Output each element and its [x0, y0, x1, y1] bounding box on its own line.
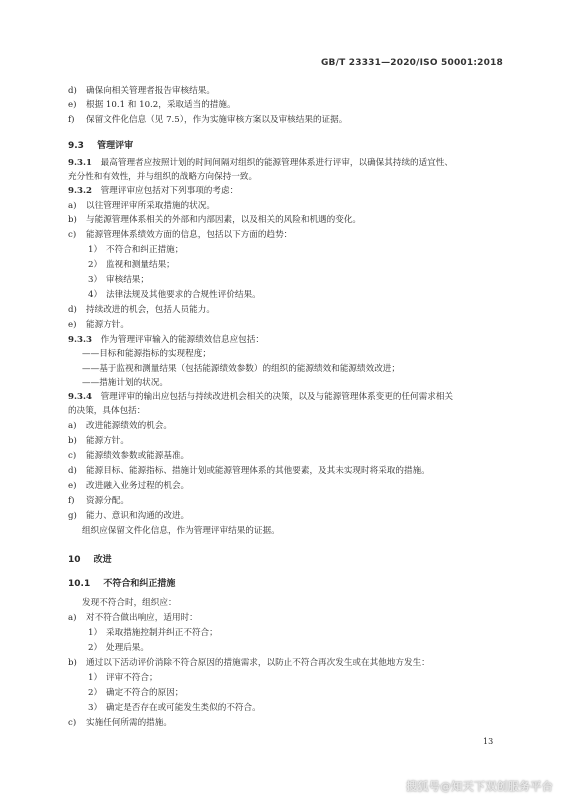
sub-list-item — [88, 643, 149, 654]
item-text: 法律法规及其他要求的合规性评价结果。 — [106, 290, 261, 300]
item-label: c) — [68, 718, 77, 728]
sub-list-item — [88, 688, 184, 699]
item-label: g) — [68, 511, 77, 521]
item-label: d) — [68, 466, 77, 476]
item-text: 资源分配。 — [86, 496, 129, 506]
chapter-heading — [68, 552, 112, 565]
closing-paragraph: 组织应保留文件化信息，作为管理评审结果的证据。 — [82, 526, 280, 536]
item-label: f) — [68, 496, 75, 506]
item-label: 3） — [88, 703, 103, 713]
page-number: 13 — [483, 737, 494, 746]
item-label: b) — [68, 658, 77, 668]
sub-list-item — [88, 275, 149, 286]
list-item — [68, 436, 129, 447]
chapter-number: 10 — [68, 555, 81, 565]
item-text: 以往管理评审所采取措施的状况。 — [86, 201, 215, 211]
paragraph: 发现不符合时，组织应： — [82, 598, 177, 608]
list-item — [68, 320, 129, 331]
list-item — [68, 511, 190, 522]
item-label: a) — [68, 421, 77, 431]
item-label: 1） — [88, 628, 103, 638]
item-text: 能源方针。 — [86, 320, 129, 330]
dash-item: ——目标和能源指标的实现程度； — [82, 349, 211, 359]
item-text: 能源绩效参数或能源基准。 — [86, 451, 190, 461]
item-label: a) — [68, 613, 77, 623]
paragraph-text: 作为管理评审输入的能源绩效信息应包括： — [100, 335, 264, 345]
paragraph-text: 最高管理者应按照计划的时间间隔对组织的能源管理体系进行评审，以确保其持续的适宜性、 — [100, 158, 454, 168]
paragraph — [68, 186, 238, 197]
list-item — [68, 718, 172, 729]
item-text: 对不符合做出响应，适用时： — [86, 613, 198, 623]
paragraph — [68, 335, 264, 346]
list-item — [68, 215, 362, 226]
item-text: 保留文件化信息（见 7.5），作为实施审核方案以及审核结果的证据。 — [86, 115, 348, 125]
item-label: 3） — [88, 275, 103, 285]
item-label: e) — [68, 320, 77, 330]
list-item — [68, 201, 215, 212]
item-label: 2） — [88, 643, 103, 653]
sub-list-item — [88, 673, 158, 684]
paragraph — [68, 392, 453, 403]
clause-number: 9.3.4 — [68, 392, 92, 402]
item-label: b) — [68, 436, 77, 446]
item-label: c) — [68, 230, 77, 240]
paragraph-continuation: 充分性和有效性，并与组织的战略方向保持一致。 — [68, 172, 258, 182]
list-item — [68, 658, 430, 669]
item-label: 1） — [88, 673, 103, 683]
list-item — [68, 100, 236, 111]
item-text: 能源管理体系绩效方面的信息，包括以下方面的趋势： — [86, 230, 293, 240]
item-label: f) — [68, 115, 75, 125]
clause-number: 9.3.1 — [68, 158, 92, 168]
section-title: 不符合和纠正措施 — [103, 579, 176, 589]
list-item — [68, 305, 215, 316]
item-label: d) — [68, 86, 77, 96]
item-label: 4） — [88, 290, 103, 300]
item-label: a) — [68, 201, 77, 211]
paragraph-text: 管理评审的输出应包括与持续改进机会相关的决策，以及与能源管理体系变更的任何需求相关 — [100, 392, 454, 402]
section-number: 10.1 — [68, 579, 91, 589]
item-text: 实施任何所需的措施。 — [86, 718, 172, 728]
item-text: 与能源管理体系相关的外部和内部因素，以及相关的风险和机遇的变化。 — [86, 215, 362, 225]
item-text: 能源目标、能源指标、措施计划或能源管理体系的其他要素，及其未实现时将采取的措施。 — [86, 466, 430, 476]
item-label: 2） — [88, 260, 103, 270]
item-text: 改进融入业务过程的机会。 — [86, 481, 190, 491]
item-label: e) — [68, 481, 77, 491]
chapter-title: 改进 — [93, 555, 112, 565]
item-text: 确定不符合的原因； — [106, 688, 184, 698]
item-label: 2） — [88, 688, 103, 698]
dash-item: ——措施计划的状况。 — [82, 378, 168, 388]
item-text: 确保向相关管理者报告审核结果。 — [86, 86, 215, 96]
item-text: 确定是否存在或可能发生类似的不符合。 — [106, 703, 261, 713]
item-text: 审核结果； — [106, 275, 149, 285]
item-text: 根据 10.1 和 10.2，采取适当的措施。 — [86, 100, 236, 110]
item-text: 评审不符合； — [106, 673, 158, 683]
standard-header: GB/T 23331—2020/ISO 50001:2018 — [320, 58, 503, 68]
section-number: 9.3 — [68, 141, 84, 151]
item-text: 不符合和纠正措施； — [106, 245, 184, 255]
sub-list-item — [88, 628, 218, 639]
section-title: 管理评审 — [97, 141, 134, 151]
item-label: b) — [68, 215, 77, 225]
paragraph — [68, 158, 453, 169]
list-item — [68, 466, 430, 477]
item-text: 通过以下活动评价消除不符合原因的措施需求，以防止不符合再次发生或在其他地方发生： — [86, 658, 430, 668]
dash-item: ——基于监视和测量结果（包括能源绩效参数）的组织的能源绩效和能源绩效改进； — [82, 364, 400, 374]
sub-list-item — [88, 260, 175, 271]
list-item — [68, 421, 172, 432]
item-label: d) — [68, 305, 77, 315]
list-item — [68, 481, 190, 492]
watermark: 搜狐号@知天下双创服务平台 — [406, 780, 553, 793]
item-label: 1） — [88, 245, 103, 255]
item-text: 监视和测量结果； — [106, 260, 175, 270]
clause-number: 9.3.2 — [68, 186, 92, 196]
item-text: 持续改进的机会，包括人员能力。 — [86, 305, 215, 315]
item-text: 能源方针。 — [86, 436, 129, 446]
list-item — [68, 86, 215, 97]
list-item — [68, 230, 293, 241]
sub-list-item — [88, 290, 261, 301]
item-text: 采取措施控制并纠正不符合； — [106, 628, 218, 638]
section-heading — [68, 576, 175, 589]
item-text: 能力、意识和沟通的改进。 — [86, 511, 190, 521]
item-text: 改进能源绩效的机会。 — [86, 421, 172, 431]
paragraph-text: 管理评审应包括对下列事项的考虑： — [100, 186, 239, 196]
list-item — [68, 115, 348, 126]
sub-list-item — [88, 703, 261, 714]
clause-number: 9.3.3 — [68, 335, 92, 345]
list-item — [68, 613, 198, 624]
paragraph-continuation: 的决策，具体包括： — [68, 406, 146, 416]
list-item — [68, 451, 190, 462]
list-item — [68, 496, 129, 507]
item-label: c) — [68, 451, 77, 461]
section-heading — [68, 138, 133, 151]
item-text: 处理后果。 — [106, 643, 149, 653]
sub-list-item — [88, 245, 184, 256]
item-label: e) — [68, 100, 77, 110]
